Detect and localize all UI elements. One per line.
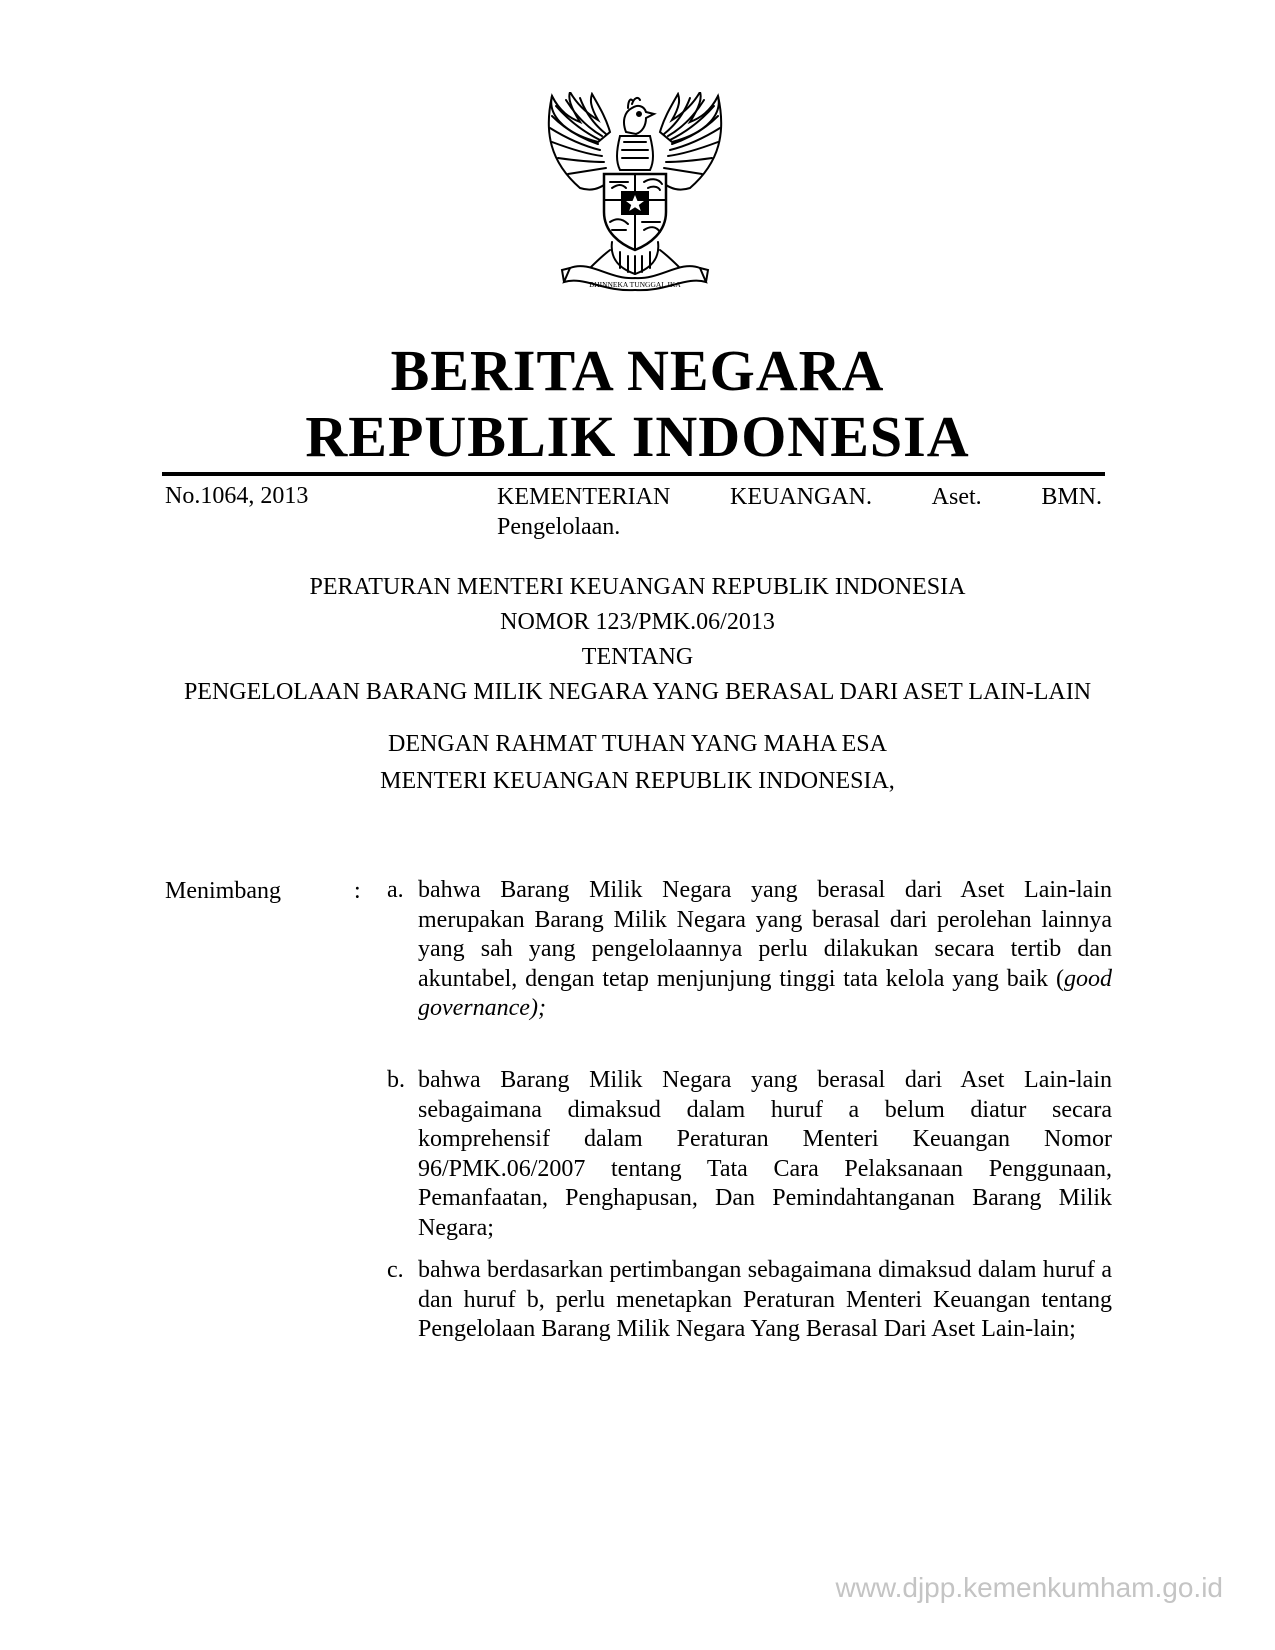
emblem-motto: BHINNEKA TUNGGAL IKA	[589, 280, 681, 289]
considerations-label: Menimbang	[165, 878, 281, 904]
regulation-about: TENTANG	[581, 644, 694, 670]
consideration-italic-text: good governance);	[418, 965, 1112, 1021]
considerations-separator: :	[354, 878, 361, 904]
consideration-text: bahwa Barang Milik Negara yang berasal dari Aset Lain-lain sebagaimana dimaksud dalam huruf a belum diatur secara komprehensif dalam Peraturan Menteri Keuangan Nomor 96/PMK.06/2007 tentang Tata Cara Pelaksanaan Penggunaan, Pemanfaatan, Penghapusan, Dan Pemindahtanganan Barang Milik Negara;	[418, 1067, 1112, 1241]
consideration-text: bahwa Barang Milik Negara yang berasal dari Aset Lain-lain merupakan Barang Milik Negara yang berasal dari perolehan lainnya yang sah yang pengelolaannya perlu dilakukan secara tertib dan akuntabel, dengan tetap menjunjung tinggi tata kelola yang baik (	[418, 877, 1112, 992]
consideration-letter: b.	[387, 1067, 405, 1093]
masthead-title-line2: REPUBLIK INDONESIA	[305, 404, 970, 469]
regulation-invocation: DENGAN RAHMAT TUHAN YANG MAHA ESA	[388, 731, 887, 757]
consideration-item-b	[387, 1066, 1112, 1243]
issue-subject-word: KEMENTERIAN	[497, 484, 671, 510]
issue-subject-word: BMN.	[1041, 484, 1102, 510]
consideration-item-c	[387, 1256, 1112, 1345]
garuda-emblem-icon	[540, 92, 730, 294]
masthead-divider	[162, 472, 1105, 476]
regulation-number: NOMOR 123/PMK.06/2013	[500, 609, 775, 635]
masthead-title-line1: BERITA NEGARA	[390, 338, 885, 403]
consideration-letter: a.	[387, 877, 404, 903]
consideration-text: bahwa berdasarkan pertimbangan sebagaimana dimaksud dalam huruf a dan huruf b, perlu menetapkan Peraturan Menteri Keuangan tentang Pengelolaan Barang Milik Negara Yang Berasal Dari Aset Lain-lain;	[418, 1257, 1112, 1342]
issue-subject-line2: Pengelolaan.	[497, 514, 621, 540]
regulation-issuer: MENTERI KEUANGAN REPUBLIK INDONESIA,	[380, 768, 895, 794]
regulation-subject: PENGELOLAAN BARANG MILIK NEGARA YANG BERASAL DARI ASET LAIN-LAIN	[183, 679, 1092, 705]
consideration-letter: c.	[387, 1257, 404, 1283]
issue-subject-word: KEUANGAN.	[729, 484, 872, 510]
regulation-title: PERATURAN MENTERI KEUANGAN REPUBLIK INDONESIA	[309, 574, 966, 600]
consideration-item-a	[387, 876, 1112, 1024]
website-watermark: www.djpp.kemenkumham.go.id	[835, 1572, 1223, 1603]
issue-number: No.1064, 2013	[165, 483, 309, 509]
issue-subject	[497, 482, 1102, 542]
issue-subject-word: Aset.	[931, 484, 982, 510]
